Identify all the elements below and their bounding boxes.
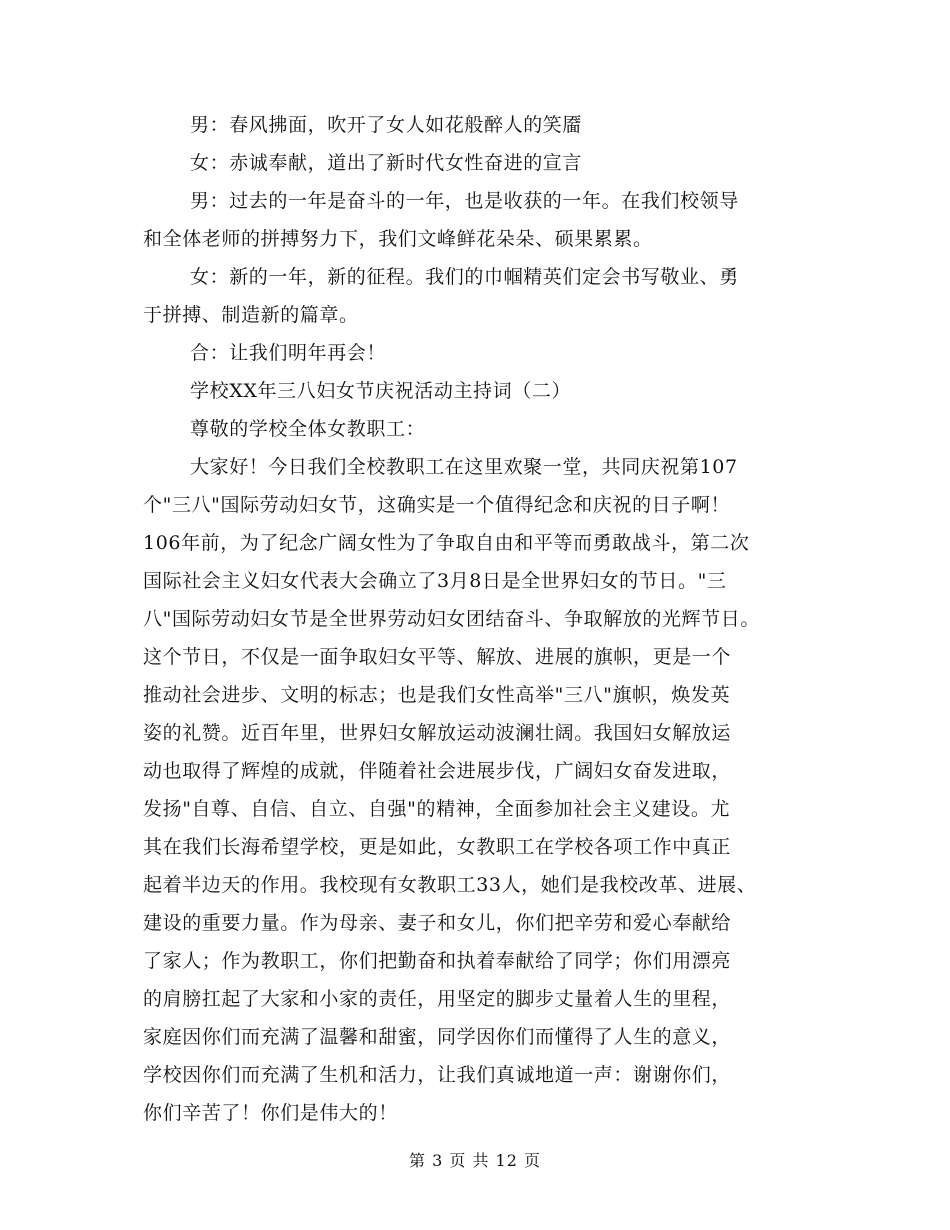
body-line: 大家好！今日我们全校教职工在这里欢聚一堂，共同庆祝第107: [190, 456, 738, 478]
body-line: 这个节日，不仅是一面争取妇女平等、解放、进展的旗帜，更是一个: [143, 646, 732, 668]
body-line: 的肩膀扛起了大家和小家的责任，用坚定的脚步丈量着人生的里程，: [143, 988, 732, 1010]
body-line: 八"国际劳动妇女节是全世界劳动妇女团结奋斗、争取解放的光辉节日。: [143, 608, 760, 630]
body-line: 姿的礼赞。近百年里，世界妇女解放运动波澜壮阔。我国妇女解放运: [143, 722, 732, 744]
body-line: 学校因你们而充满了生机和活力，让我们真诚地道一声：谢谢你们，: [143, 1064, 732, 1086]
body-line: 国际社会主义妇女代表大会确立了3月8日是全世界妇女的节日。"三: [143, 570, 727, 592]
body-line: 推动社会进步、文明的标志；也是我们女性高举"三八"旗帜，焕发英: [143, 684, 731, 706]
dialogue-line: 合：让我们明年再会！: [190, 342, 387, 364]
dialogue-line: 女：新的一年，新的征程。我们的巾帼精英们定会书写敬业、勇: [190, 266, 739, 288]
body-line: 家庭因你们而充满了温馨和甜蜜，同学因你们而懂得了人生的意义，: [143, 1026, 732, 1048]
body-line: 了家人；作为教职工，你们把勤奋和执着奉献给了同学；你们用漂亮: [143, 950, 732, 972]
body-line: 发扬"自尊、自信、自立、自强"的精神，全面参加社会主义建设。尤: [143, 798, 731, 820]
dialogue-line: 于拼搏、制造新的篇章。: [143, 304, 359, 326]
body-line: 其在我们长海希望学校，更是如此，女教职工在学校各项工作中真正: [143, 836, 732, 858]
dialogue-line: 男：过去的一年是奋斗的一年，也是收获的一年。在我们校领导: [190, 190, 739, 212]
body-line: 建设的重要力量。作为母亲、妻子和女儿，你们把辛劳和爱心奉献给: [143, 912, 732, 934]
dialogue-line: 女：赤诚奉献，道出了新时代女性奋进的宣言: [190, 152, 583, 174]
dialogue-line: 男：春风拂面，吹开了女人如花般醉人的笑靥: [190, 114, 583, 136]
body-line: 你们辛苦了！你们是伟大的！: [143, 1102, 398, 1124]
page-number: 第 3 页 共 12 页: [409, 1151, 541, 1170]
body-line: 106年前，为了纪念广阔女性为了争取自由和平等而勇敢战斗，第二次: [143, 532, 750, 554]
body-line: 个"三八"国际劳动妇女节，这确实是一个值得纪念和庆祝的日子啊！: [143, 494, 731, 516]
salutation: 尊敬的学校全体女教职工：: [190, 418, 426, 440]
body-line: 动也取得了辉煌的成就，伴随着社会进展步伐，广阔妇女奋发进取，: [143, 760, 732, 782]
section-title: 学校XX年三八妇女节庆祝活动主持词（二）: [190, 380, 572, 402]
dialogue-line: 和全体老师的拼搏努力下，我们文峰鲜花朵朵、硕果累累。: [143, 228, 653, 250]
body-line: 起着半边天的作用。我校现有女教职工33人，她们是我校改革、进展、: [143, 874, 757, 896]
